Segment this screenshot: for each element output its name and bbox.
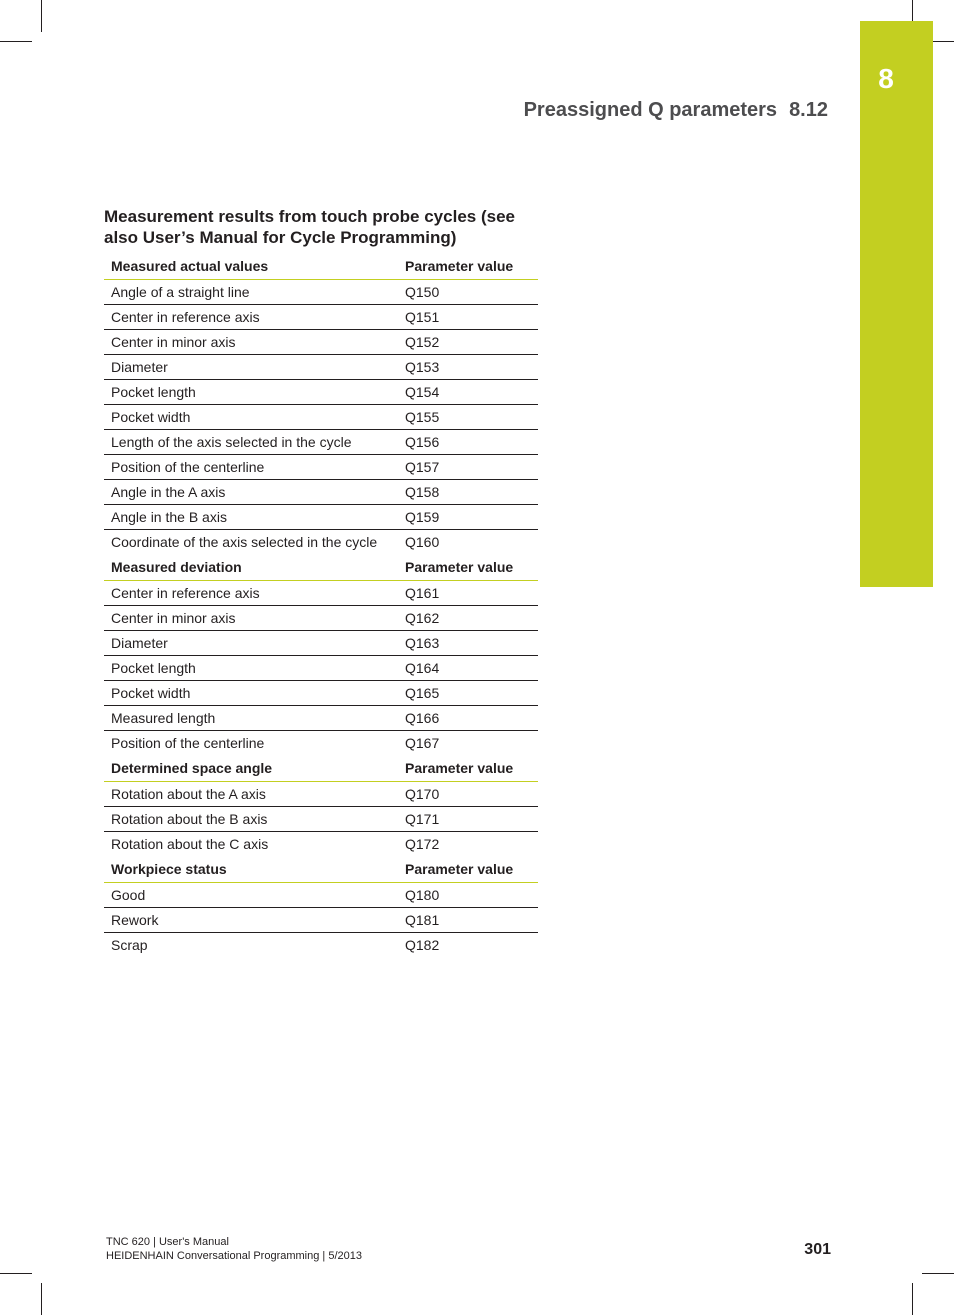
parameter-table	[104, 857, 538, 957]
column-header-parameter: Parameter value	[398, 756, 538, 782]
row-description: Angle in the A axis	[104, 480, 398, 505]
crop-mark	[41, 0, 42, 32]
row-description: Pocket width	[104, 405, 398, 430]
row-parameter: Q156	[398, 430, 538, 455]
footer-line-1: TNC 620 | User's Manual	[106, 1236, 229, 1248]
row-description: Angle in the B axis	[104, 505, 398, 530]
row-description: Rotation about the B axis	[104, 807, 398, 832]
parameter-table	[104, 555, 538, 755]
row-parameter: Q182	[405, 937, 440, 953]
crop-mark	[0, 41, 32, 42]
table-row	[104, 280, 538, 305]
row-parameter: Q180	[398, 883, 538, 908]
row-description: Good	[104, 883, 398, 908]
column-header-description: Measured actual values	[104, 254, 398, 280]
footer-line-2: HEIDENHAIN Conversational Programming | 5/2013	[106, 1250, 362, 1262]
table-row	[104, 305, 538, 330]
row-description: Angle of a straight line	[104, 280, 398, 305]
row-parameter: Q153	[398, 355, 538, 380]
crop-mark	[922, 1273, 954, 1274]
parameter-table	[104, 254, 538, 554]
table-row	[104, 883, 538, 908]
column-header-description: Determined space angle	[104, 756, 398, 782]
row-parameter: Q181	[398, 908, 538, 933]
row-parameter: Q152	[398, 330, 538, 355]
row-description: Diameter	[104, 355, 398, 380]
crop-mark	[0, 1273, 32, 1274]
table-header-row	[104, 756, 538, 782]
running-head	[524, 99, 828, 122]
row-description: Pocket length	[104, 380, 398, 405]
table-row	[104, 380, 538, 405]
row-parameter: Q159	[398, 505, 538, 530]
row-description: Rotation about the C axis	[111, 836, 269, 852]
row-description: Rotation about the A axis	[104, 782, 398, 807]
table-row	[104, 330, 538, 355]
parameter-tables	[104, 254, 538, 957]
table-row	[104, 681, 538, 706]
table-row	[104, 731, 538, 756]
crop-mark	[912, 1283, 913, 1315]
row-parameter: Q162	[398, 606, 538, 631]
row-parameter: Q163	[398, 631, 538, 656]
row-description: Position of the centerline	[104, 455, 398, 480]
row-parameter: Q161	[398, 581, 538, 606]
table-header-row	[104, 857, 538, 883]
table-row	[104, 832, 538, 857]
chapter-number: 8	[878, 63, 894, 94]
column-header-parameter: Parameter value	[398, 555, 538, 581]
page-number: 301	[804, 1241, 831, 1258]
table-row	[104, 706, 538, 731]
column-header-description: Measured deviation	[104, 555, 398, 581]
row-description: Diameter	[104, 631, 398, 656]
row-parameter: Q155	[398, 405, 538, 430]
row-parameter: Q165	[398, 681, 538, 706]
row-parameter: Q150	[398, 280, 538, 305]
row-description: Position of the centerline	[111, 735, 265, 751]
row-description: Center in reference axis	[104, 581, 398, 606]
row-parameter: Q160	[405, 534, 440, 550]
row-description: Rework	[104, 908, 398, 933]
table-row	[104, 455, 538, 480]
row-parameter: Q154	[398, 380, 538, 405]
row-parameter: Q151	[398, 305, 538, 330]
column-header-description: Workpiece status	[104, 857, 398, 883]
table-header-row	[104, 254, 538, 280]
row-description: Center in reference axis	[104, 305, 398, 330]
table-row	[104, 606, 538, 631]
section-title: Measurement results from touch probe cycles (see also User’s Manual for Cycle Programming)	[104, 207, 515, 247]
table-row	[104, 581, 538, 606]
crop-mark	[41, 1283, 42, 1315]
row-parameter: Q158	[398, 480, 538, 505]
chapter-tab	[860, 21, 933, 587]
running-head-title: Preassigned Q parameters	[523, 99, 778, 121]
row-parameter: Q164	[398, 656, 538, 681]
row-parameter: Q167	[405, 735, 440, 751]
row-parameter: Q166	[398, 706, 538, 731]
row-description: Center in minor axis	[104, 330, 398, 355]
row-description: Measured length	[104, 706, 398, 731]
parameter-table	[104, 756, 538, 856]
table-row	[104, 505, 538, 530]
running-head-section: 8.12	[789, 99, 828, 121]
table-row	[104, 405, 538, 430]
row-description: Pocket width	[104, 681, 398, 706]
table-row	[104, 908, 538, 933]
column-header-parameter: Parameter value	[398, 254, 538, 280]
row-parameter: Q171	[398, 807, 538, 832]
row-parameter: Q170	[398, 782, 538, 807]
row-description: Coordinate of the axis selected in the cycle	[111, 534, 378, 550]
row-parameter: Q172	[405, 836, 440, 852]
table-row	[104, 355, 538, 380]
row-parameter: Q157	[398, 455, 538, 480]
table-header-row	[104, 555, 538, 581]
column-header-parameter: Parameter value	[398, 857, 538, 883]
table-row	[104, 656, 538, 681]
row-description: Center in minor axis	[104, 606, 398, 631]
table-row	[104, 530, 538, 555]
row-description: Scrap	[111, 937, 148, 953]
table-row	[104, 782, 538, 807]
table-row	[104, 480, 538, 505]
table-row	[104, 631, 538, 656]
row-description: Length of the axis selected in the cycle	[104, 430, 398, 455]
table-row	[104, 430, 538, 455]
row-description: Pocket length	[104, 656, 398, 681]
table-row	[104, 933, 538, 958]
footer	[106, 1235, 362, 1263]
table-row	[104, 807, 538, 832]
